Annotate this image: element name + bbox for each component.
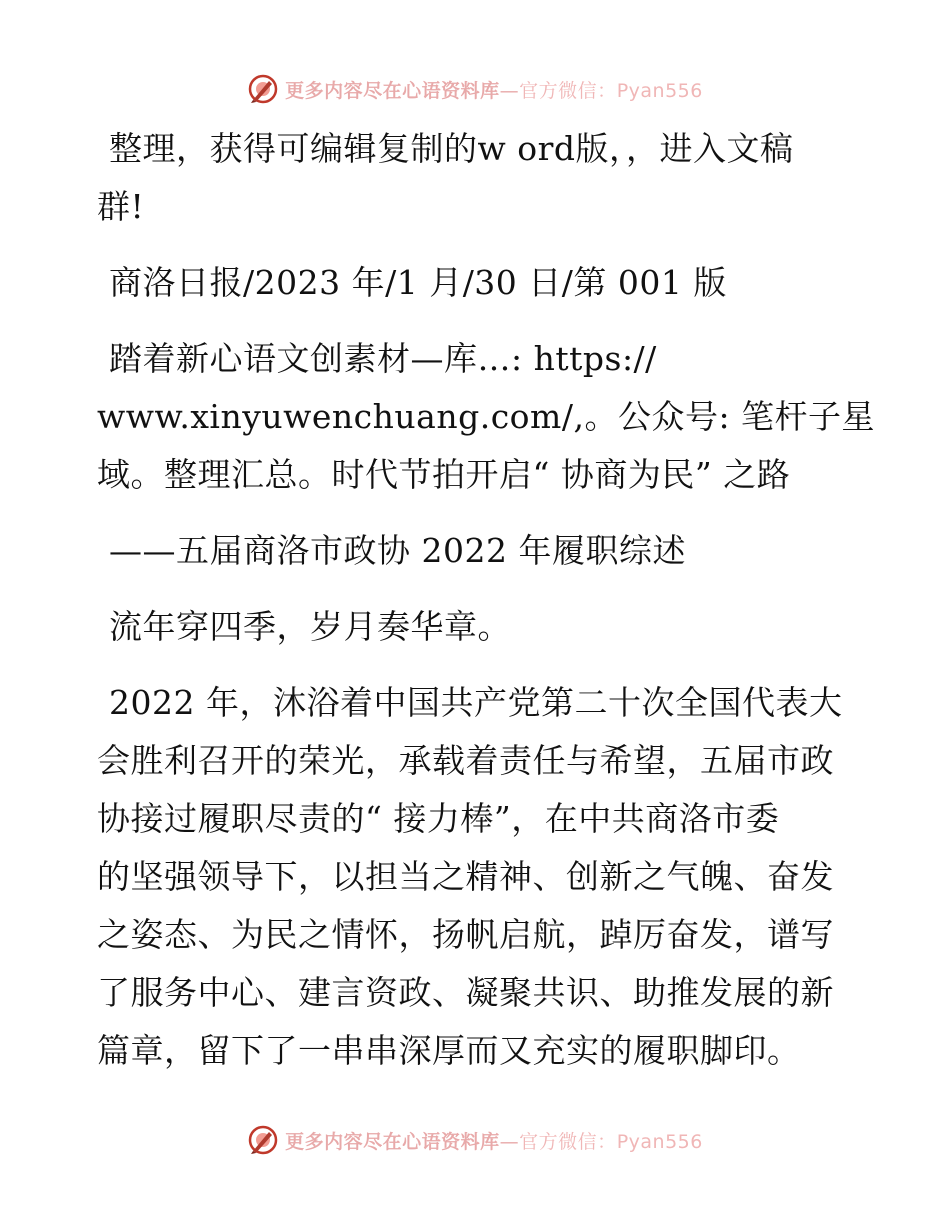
text-line: 之姿态、为民之情怀，扬帆启航，踔厉奋发，谱写 [97, 915, 834, 954]
paragraph-lead [97, 598, 857, 656]
text-line: www.xinyuwenchuang.com/,。公众号: 笔杆子星 [97, 397, 876, 436]
text-line: 整理，获得可编辑复制的w ord版，，进入文稿 [109, 129, 794, 168]
text-line: 群! [97, 187, 145, 226]
text-line: 踏着新心语文创素材—库…: https:// [109, 339, 657, 378]
text-line: 协接过履职尽责的“ 接力棒”，在中共商洛市委 [97, 799, 780, 838]
paragraph-main [97, 674, 857, 1080]
pen-logo-icon [247, 1124, 279, 1156]
pen-logo-icon [247, 73, 279, 105]
paragraph-subtitle [97, 522, 857, 580]
text-line: 了服务中心、建言资政、凝聚共识、助推发展的新 [97, 973, 834, 1012]
text-line: 流年穿四季，岁月奏华章。 [109, 607, 511, 646]
text-line: 商洛日报/2023 年/1 月/30 日/第 001 版 [109, 263, 727, 302]
watermark-text: 更多内容尽在心语资料库—官方微信：Pyan556 [285, 1130, 703, 1153]
text-line: 2022 年，沐浴着中国共产党第二十次全国代表大 [109, 683, 843, 722]
paragraph-source [97, 254, 857, 312]
watermark-text: 更多内容尽在心语资料库—官方微信：Pyan556 [285, 79, 703, 102]
paragraph-intro [97, 120, 857, 236]
footer-watermark [0, 1123, 950, 1157]
text-line: 篇章，留下了一串串深厚而又充实的履职脚印。 [97, 1031, 801, 1070]
document-body [97, 120, 876, 1080]
text-line: 的坚强领导下，以担当之精神、创新之气魄、奋发 [97, 857, 834, 896]
text-line: 会胜利召开的荣光，承载着责任与希望，五届市政 [97, 741, 834, 780]
text-line: ——五届商洛市政协 2022 年履职综述 [109, 531, 686, 570]
text-line: 域。整理汇总。时代节拍开启“ 协商为民” 之路 [97, 455, 791, 494]
header-watermark [0, 72, 950, 106]
paragraph-title [97, 330, 876, 504]
